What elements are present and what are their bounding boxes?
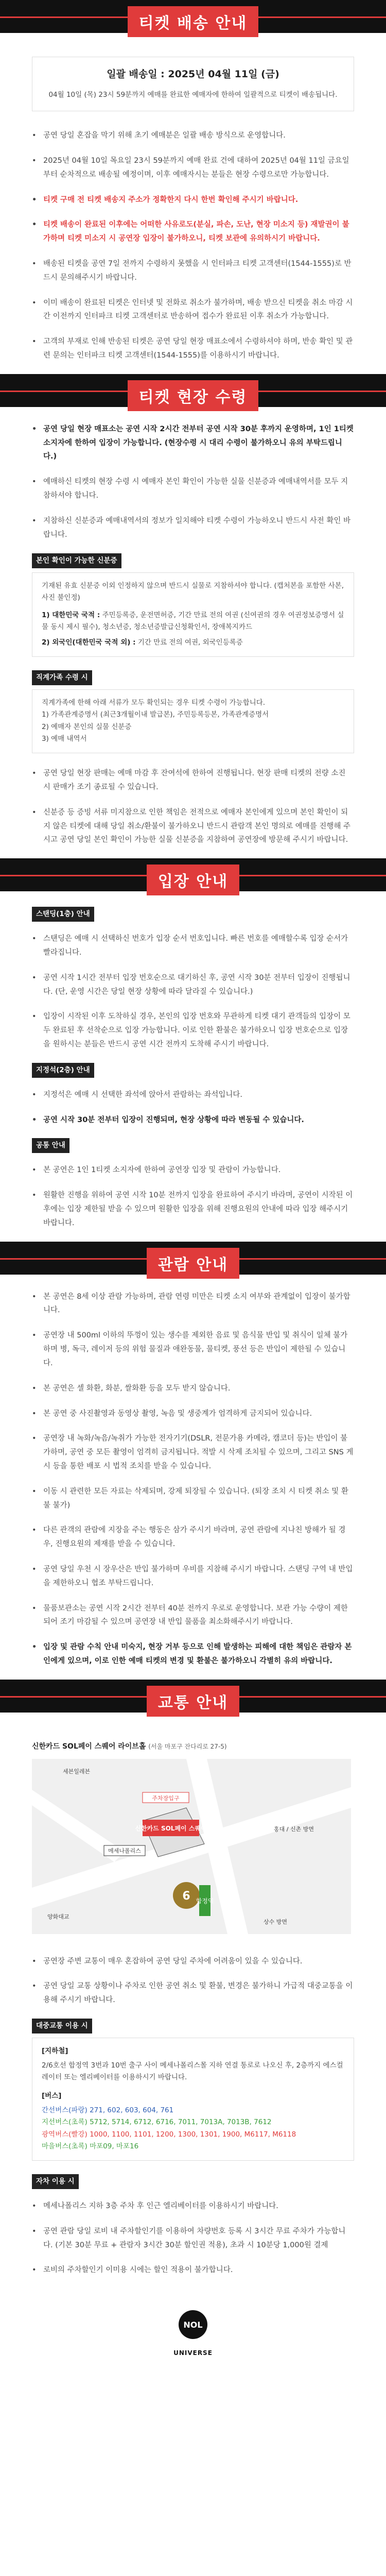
svg-text:NOL: NOL bbox=[183, 2320, 203, 2330]
family-item: 2) 예매자 본인의 실물 신분증 bbox=[42, 722, 132, 731]
list-item: • 공연 당일 우천 시 장우산은 반입 불가하며 우비를 지참해 주시기 바랍니다. 스탠딩 구역 내 반입을 제한하오니 협조 부탁드립니다. bbox=[32, 1563, 354, 1590]
venue-map bbox=[32, 1740, 354, 1939]
id-foreign-label: 2) 외국인(대한민국 국적 외) : bbox=[42, 638, 136, 647]
section-title: 티켓 배송 안내 bbox=[128, 6, 259, 37]
hongdae-label: 홍대 / 신촌 방면 bbox=[274, 1825, 314, 1833]
id-box bbox=[32, 572, 354, 657]
transit-tag: 대중교통 이용 시 bbox=[32, 2019, 92, 2033]
section-header-viewing-info bbox=[0, 1242, 386, 1275]
section-header-entry-info bbox=[0, 858, 386, 891]
parking-entry-label: 주차장입구 bbox=[152, 1794, 180, 1802]
list-item: • 티켓 구매 전 티켓 배송지 주소가 정확한지 다시 한번 확인해 주시기 바랍니다. bbox=[32, 193, 354, 207]
family-tag: 직계가족 수령 시 bbox=[32, 670, 92, 685]
id-kr-text: 주민등록증, 운전면허증, 기간 만료 전의 여권 (신여권의 경우 여권정보증명서 실물 동시 제시 필수), 청소년증, 청소년증발급신청확인서, 장애복지카드 bbox=[42, 611, 344, 632]
delivery-date-title: 일괄 배송일 : 2025년 04월 11일 (금) bbox=[107, 69, 279, 80]
common-tag: 공통 안내 bbox=[32, 1138, 69, 1153]
list-item: • 공연 관람 당일 로비 내 주차할인기를 이용하여 차량번호 등록 시 3시간 무료 주차가 가능합니다. (기본 30분 무료 + 관람자 3시간 30분 할인권 적용), 초과 시 10분당 1,000원 결제 bbox=[32, 2225, 354, 2252]
list-item: • 지정석은 예매 시 선택한 좌석에 앉아서 관람하는 좌석입니다. bbox=[32, 1088, 354, 1102]
list-item: • 메세나폴리스 지하 3층 주차 후 인근 엘리베이터를 이용하시기 바랍니다. bbox=[32, 2199, 354, 2213]
delivery-bullets bbox=[32, 129, 354, 363]
list-item: • 배송된 티켓을 공연 7일 전까지 수령하지 못했을 시 인터파크 티켓 고객센터(1544-1555)로 반드시 문의해주시기 바랍니다. bbox=[32, 257, 354, 285]
section-title: 입장 안내 bbox=[147, 865, 239, 895]
section-title: 교통 안내 bbox=[147, 1686, 239, 1717]
list-item: • 공연 당일 교통 상황이나 주차로 인한 공연 취소 및 환불, 변경은 불가하니 가급적 대중교통을 이용해 주시기 바랍니다. bbox=[32, 1979, 354, 2007]
svg-text:6: 6 bbox=[182, 1889, 190, 1903]
list-item: • 로비의 주차할인기 이미용 시에는 할인 적용이 불가합니다. bbox=[32, 2263, 354, 2277]
logo-sub: UNIVERSE bbox=[173, 2349, 213, 2357]
family-intro: 직계가족에 한해 아래 서류가 모두 확인되는 경우 티켓 수령이 가능합니다. bbox=[42, 698, 266, 707]
seven-eleven-label: 세븐일레븐 bbox=[63, 1768, 91, 1775]
id-tag: 본인 확인이 가능한 신분증 bbox=[32, 553, 121, 568]
list-item: • 입장이 시작된 이후 도착하실 경우, 본인의 입장 번호와 무관하게 티켓 대기 관객들의 입장이 모두 완료된 후 선착순으로 입장 가능합니다. 이로 인한 환불은 불가하오니 입장 번호순으로 입장을 원하시는 분들은 반드시 공연 시간 전까지 도착해 주시기 바랍니다. bbox=[32, 1010, 354, 1051]
family-box bbox=[32, 689, 354, 754]
family-item: 3) 예매 내역서 bbox=[42, 735, 87, 743]
sangsu-label: 상수 방면 bbox=[264, 1918, 288, 1925]
venue-label: 신한카드 SOL페이 스퀘어 bbox=[135, 1824, 207, 1832]
list-item: • 신분증 등 증빙 서류 미지참으로 인한 책임은 전적으로 예매자 본인에게 있으며 본인 확인이 되지 않은 티켓에 대해 당일 취소/환불이 불가하오니 반드시 관람객 본인 명의로 예매를 진행해 주시고 공연 당일 본인 확인이 가능한 실물 신분증을 지참하여 공연장에 방문해 주시기 바랍니다. bbox=[32, 806, 354, 847]
list-item: • 공연 당일 혼잡을 막기 위해 초기 예매분은 일괄 배송 방식으로 운영합니다. bbox=[32, 129, 354, 143]
standing-tag: 스탠딩(1층) 안내 bbox=[32, 907, 94, 922]
bridge-label: 양화대교 bbox=[47, 1913, 69, 1920]
seat-tag: 지정석(2층) 안내 bbox=[32, 1063, 94, 1078]
list-item: • 공연 당일 현장 매표소는 공연 시작 2시간 전부터 공연 시작 30분 후까지 운영하며, 1인 1티켓 소지자에 한하여 입장이 가능합니다. (현장수령 시 대리 수령이 불가하오니 유의 부탁드립니다.) bbox=[32, 422, 354, 464]
list-item: • 본 공연 중 사진촬영과 동영상 촬영, 녹음 및 생중계가 엄격하게 금지되어 있습니다. bbox=[32, 1407, 354, 1421]
map-caption: 신한카드 SOL페이 스퀘어 라이브홀 (서울 마포구 잔다리로 27-5) bbox=[32, 1742, 227, 1751]
list-item: • 공연 당일 현장 판매는 예매 마감 후 잔여석에 한하여 진행됩니다. 현장 판매 티켓의 전량 소진 시 판매가 조기 종료될 수 있습니다. bbox=[32, 767, 354, 794]
list-item: • 다른 관객의 관람에 지장을 주는 행동은 삼가 주시기 바라며, 공연 관람에 지나친 방해가 될 경우, 진행요원의 제재를 받을 수 있습니다. bbox=[32, 1523, 354, 1551]
list-item: • 본 공연은 8세 이상 관람 가능하며, 관람 연령 미만은 티켓 소지 여부와 관계없이 입장이 불가합니다. bbox=[32, 1290, 354, 1318]
list-item: • 공연장 내 녹화/녹음/녹취가 가능한 전자기기(DSLR, 전문가용 카메라, 캠코더 등)는 반입이 불가하며, 공연 중 모든 촬영이 엄격히 금지됩니다. 적발 시 삭제 조치될 수 있으며, 그리고 SNS 게시 등을 통한 배포 시 법적 조치를 받을 수 있습니다. bbox=[32, 1432, 354, 1473]
list-item: • 이동 시 관련한 모든 자료는 삭제되며, 강제 퇴장될 수 있습니다. (퇴장 조치 시 티켓 취소 및 환불 불가) bbox=[32, 1485, 354, 1513]
section-header-traffic-info bbox=[0, 1680, 386, 1713]
id-foreign-text: 기간 만료 전의 여권, 외국인등록증 bbox=[137, 638, 243, 647]
delivery-date-box bbox=[32, 57, 354, 111]
hapjeong-label: 합정역 bbox=[196, 1897, 214, 1905]
section-header-onsite-pickup bbox=[0, 374, 386, 407]
car-tag: 자차 이용 시 bbox=[32, 2174, 79, 2189]
list-item: • 공연 시작 30분 전부터 입장이 진행되며, 현장 상황에 따라 변동될 수 있습니다. bbox=[32, 1113, 354, 1127]
id-kr-label: 1) 대한민국 국적 : bbox=[42, 611, 100, 619]
family-item: 1) 가족관계증명서 (최근3개월이내 발급본), 주민등록등본, 가족관계증명서 bbox=[42, 710, 269, 719]
list-item: • 스탠딩은 예매 시 선택하신 번호가 입장 순서 번호입니다. 빠른 번호를 예매할수록 입장 순서가 빨라집니다. bbox=[32, 932, 354, 960]
list-item: • 입장 및 관람 수칙 안내 미숙지, 현장 거부 등으로 인해 발생하는 피해에 대한 책임은 관람자 본인에게 있으며, 이로 인한 예매 티켓의 변경 및 환불은 불가하오니 각별히 유의 바랍니다. bbox=[32, 1640, 354, 1668]
section-title: 관람 안내 bbox=[147, 1248, 239, 1279]
transit-box: [지하철] 2/6호선 합정역 3번과 10번 출구 사이 메세나폴리스몰 지하 연결 통로로 나오신 후, 2층까지 에스컬레이터 또는 엘리베이터를 이용하시기 바랍니다. [버스] 간선버스(파랑) 271, 602, 603, 604, 761 지선버스(초록) 5712, 5714, 6712, 6716, 7011, 7013A, 7013B, 7612 광역버스(빨강) 1000, 1100, 1101, 1200, 1300, 1301, 1900, M6117, M6118 마을버스(초록) 마포09, 마포16 bbox=[32, 2038, 354, 2161]
section-header-ticket-delivery bbox=[0, 0, 386, 33]
list-item: • 예매하신 티켓의 현장 수령 시 예매자 본인 확인이 가능한 실물 신분증과 예매내역서를 모두 지참하셔야 합니다. bbox=[32, 475, 354, 503]
id-intro: 기재된 유효 신분증 이외 인정하지 않으며 반드시 실물로 지참하셔야 합니다. (캡처본을 포함한 사본, 사진 불인정) bbox=[42, 581, 344, 602]
delivery-date-sub: 04월 10일 (목) 23시 59분까지 예매를 완료한 예매자에 한하여 일괄적으로 티켓이 배송됩니다. bbox=[48, 91, 338, 99]
mall-label: 메세나폴리스 bbox=[108, 1847, 141, 1854]
list-item: • 물품보관소는 공연 시작 2시간 전부터 40분 전까지 우로로 운영합니다. 보관 가능 수량이 제한되어 조기 마감될 수 있으며 공연장 내 반입 물품을 최소화해주시기 바랍니다. bbox=[32, 1602, 354, 1630]
nol-logo-icon bbox=[172, 2304, 214, 2345]
list-item: • 티켓 배송이 완료된 이후에는 어떠한 사유로도(분실, 파손, 도난, 현장 미소지 등) 재발권이 불가하며 티켓 미소지 시 공연장 입장이 불가하오니, 티켓 보관에 유의하시기 바랍니다. bbox=[32, 218, 354, 246]
list-item: • 공연 시작 1시간 전부터 입장 번호순으로 대기하신 후, 공연 시작 30분 전부터 입장이 진행됩니다. (단, 운영 시간은 당일 현장 상황에 따라 달라질 수 있습니다.) bbox=[32, 971, 354, 999]
footer-logo bbox=[0, 2289, 386, 2372]
list-item: • 2025년 04월 10일 목요일 23시 59분까지 예매 완료 건에 대하여 2025년 04월 11일 금요일부터 순차적으로 배송될 예정이며, 이후 예매자시는 분들은 현장 수령으로만 가능합니다. bbox=[32, 154, 354, 182]
list-item: • 본 공연은 셀 화환, 화분, 쌀화환 등을 모두 받지 않습니다. bbox=[32, 1382, 354, 1396]
list-item: • 고객의 부재로 인해 반송된 티켓은 공연 당일 현장 매표소에서 수령하셔야 하며, 반송 확인 및 관련 문의는 인터파크 티켓 고객센터(1544-1555)를 이용하시기 바랍니다. bbox=[32, 335, 354, 363]
list-item: • 원활한 진행을 위하여 공연 시작 10분 전까지 입장을 완료하여 주시기 바라며, 공연이 시작된 이후에는 입장 제한될 받을 수 있으며 원활한 입장을 위해 진행요원의 안내에 따라 입장 해주시기 바랍니다. bbox=[32, 1189, 354, 1230]
map-graphic bbox=[32, 1759, 351, 1934]
list-item: • 공연장 주변 교통이 매우 혼잡하여 공연 당일 주차에 어려움이 있을 수 있습니다. bbox=[32, 1955, 354, 1969]
section-title: 티켓 현장 수령 bbox=[128, 380, 259, 411]
list-item: • 본 공연은 1인 1티켓 소지자에 한하여 공연장 입장 및 관람이 가능합니다. bbox=[32, 1163, 354, 1177]
list-item: • 이미 배송이 완료된 티켓은 인터넷 및 전화로 취소가 불가하며, 배송 받으신 티켓을 취소 마감 시간 이전까지 인터파크 티켓 고객센터로 반송하여 접수가 완료된 이후 취소가 가능합니다. bbox=[32, 296, 354, 324]
list-item: • 공연장 내 500ml 이하의 뚜껑이 있는 생수를 제외한 음료 및 음식물 반입 및 취식이 일체 불가하며 병, 독극, 레이저 등의 위험 물질과 애완동물, 물티켓, 풍선 등은 반입이 제한될 수 있습니다. bbox=[32, 1329, 354, 1370]
list-item: • 지참하신 신분증과 예매내역서의 정보가 일치해야 티켓 수령이 가능하오니 반드시 사전 확인 바랍니다. bbox=[32, 514, 354, 542]
